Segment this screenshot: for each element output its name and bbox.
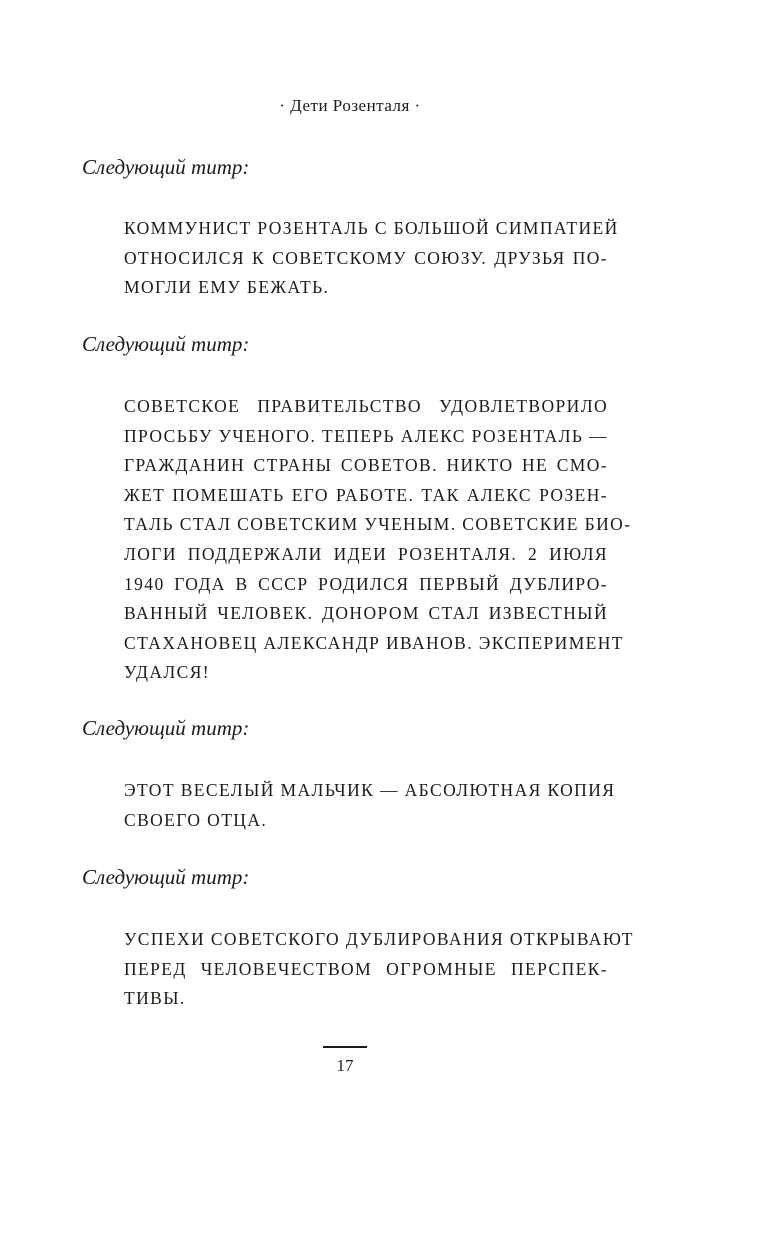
text-line: ГРАЖДАНИН СТРАНЫ СОВЕТОВ. НИКТО НЕ СМО- xyxy=(124,455,608,476)
page-number-rule xyxy=(323,1046,367,1048)
text-line: ЭТОТ ВЕСЕЛЫЙ МАЛЬЧИК — АБСОЛЮТНАЯ КОПИЯ xyxy=(124,780,616,800)
subtitle-label: Следующий титр: xyxy=(82,865,250,889)
subtitle-text-block xyxy=(124,776,616,835)
subtitle-text-block xyxy=(124,925,634,1014)
subtitle-label: Следующий титр: xyxy=(82,155,250,179)
text-line: 1940 ГОДА В СССР РОДИЛСЯ ПЕРВЫЙ ДУБЛИРО- xyxy=(124,573,608,594)
text-line: ВАННЫЙ ЧЕЛОВЕК. ДОНОРОМ СТАЛ ИЗВЕСТНЫЙ xyxy=(124,603,608,624)
text-line: СОВЕТСКОЕ ПРАВИТЕЛЬСТВО УДОВЛЕТВОРИЛО xyxy=(124,396,608,416)
text-line: ТАЛЬ СТАЛ СОВЕТСКИМ УЧЕНЫМ. СОВЕТСКИЕ БИО- xyxy=(124,514,632,535)
subtitle-label: Следующий титр: xyxy=(82,716,250,740)
text-line: ЛОГИ ПОДДЕРЖАЛИ ИДЕИ РОЗЕНТАЛЯ. 2 ИЮЛЯ xyxy=(124,543,608,564)
text-line: КОММУНИСТ РОЗЕНТАЛЬ С БОЛЬШОЙ СИМПАТИЕЙ xyxy=(124,218,619,238)
page-number: 17 xyxy=(336,1056,354,1075)
subtitle-text-block xyxy=(124,214,619,303)
text-line: ПРОСЬБУ УЧЕНОГО. ТЕПЕРЬ АЛЕКС РОЗЕНТАЛЬ — xyxy=(124,425,608,446)
text-line: ОТНОСИЛСЯ К СОВЕТСКОМУ СОЮЗУ. ДРУЗЬЯ ПО- xyxy=(124,247,608,268)
subtitle-text-block xyxy=(124,392,632,688)
text-line: ПЕРЕД ЧЕЛОВЕЧЕСТВОМ ОГРОМНЫЕ ПЕРСПЕК- xyxy=(124,958,608,979)
text-line: УДАЛСЯ! xyxy=(124,662,211,683)
subtitle-label: Следующий титр: xyxy=(82,332,250,356)
text-line: УСПЕХИ СОВЕТСКОГО ДУБЛИРОВАНИЯ ОТКРЫВАЮТ xyxy=(124,929,634,949)
text-line: МОГЛИ ЕМУ БЕЖАТЬ. xyxy=(124,277,330,298)
text-line: ЖЕТ ПОМЕШАТЬ ЕГО РАБОТЕ. ТАК АЛЕКС РОЗЕН- xyxy=(124,484,608,505)
running-header: · Дети Розенталя · xyxy=(279,96,421,115)
text-line: СВОЕГО ОТЦА. xyxy=(124,809,268,830)
text-line: ТИВЫ. xyxy=(124,988,186,1009)
text-line: СТАХАНОВЕЦ АЛЕКСАНДР ИВАНОВ. ЭКСПЕРИМЕНТ xyxy=(124,632,624,653)
